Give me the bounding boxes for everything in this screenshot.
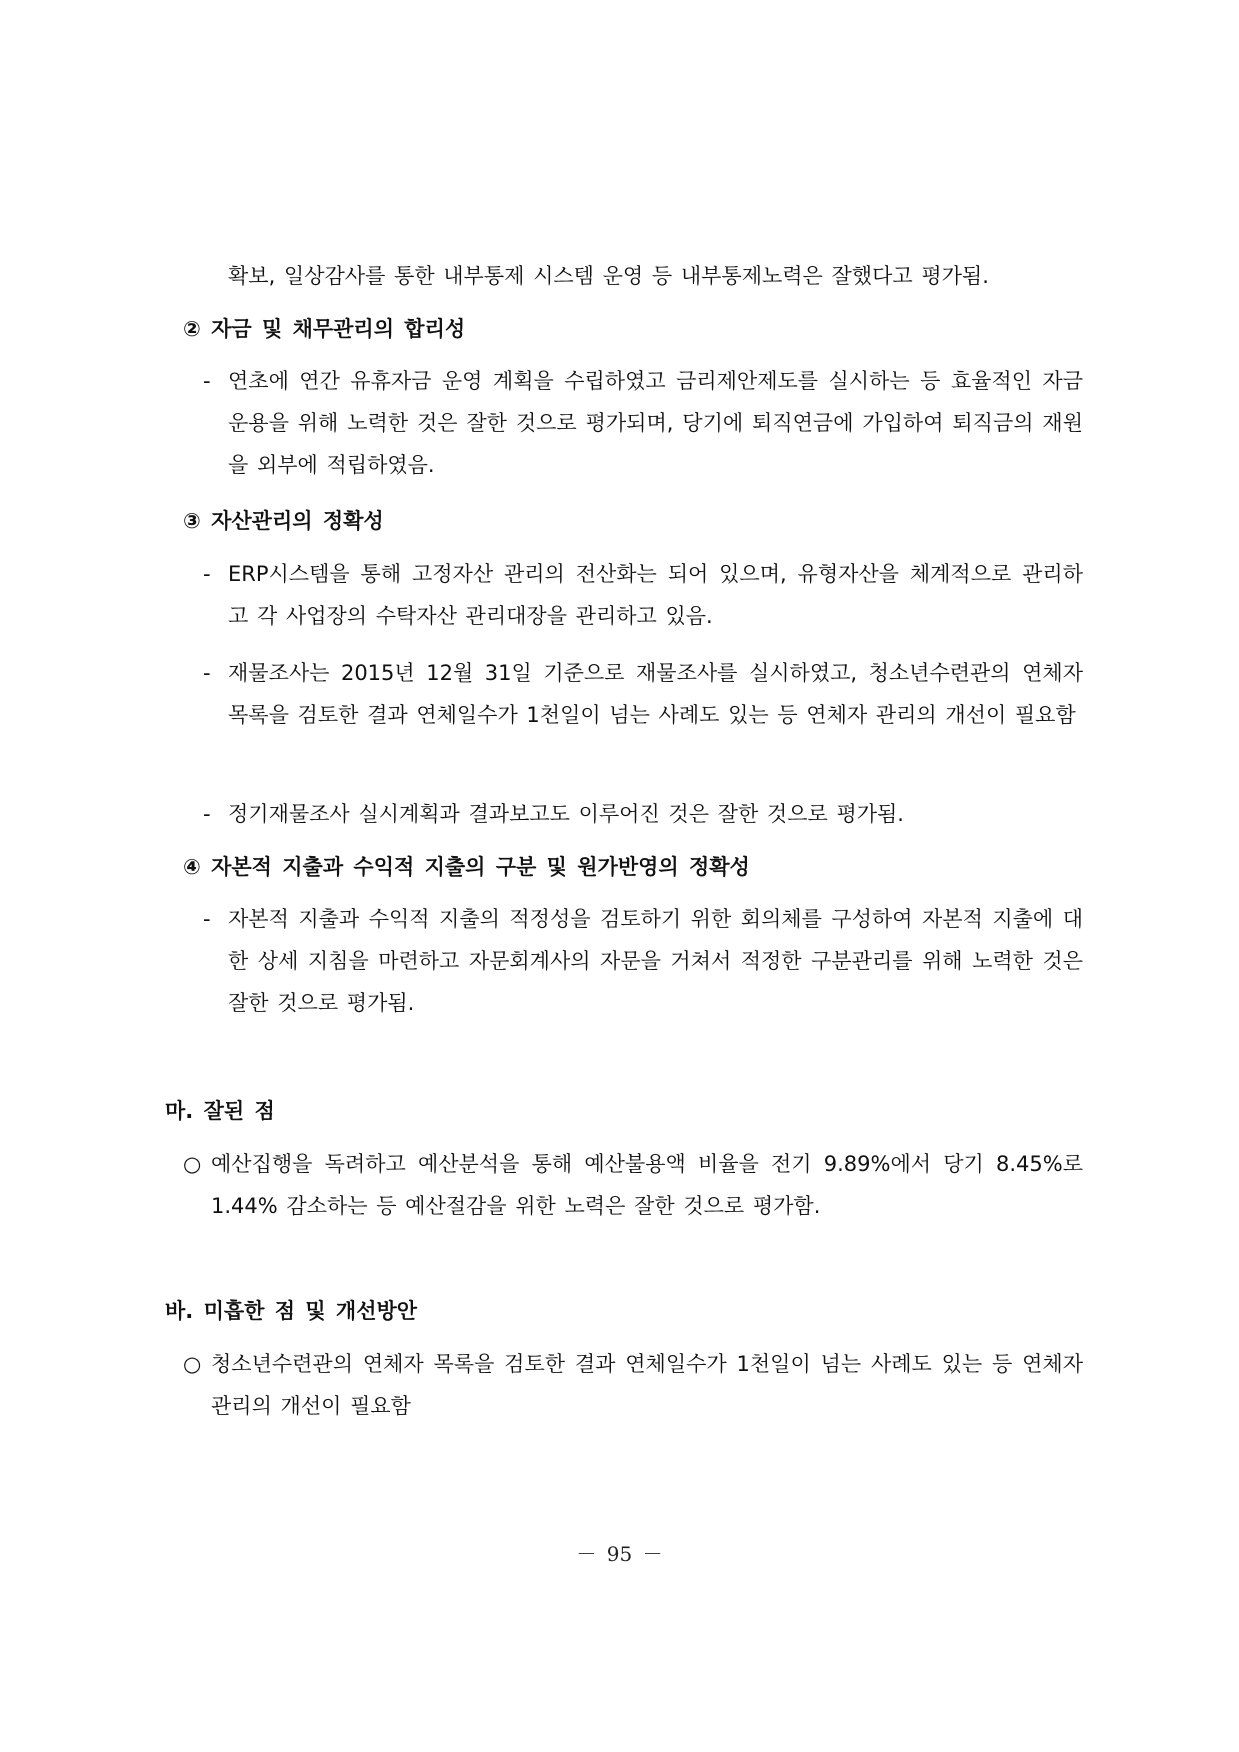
bullet-text: 청소년수련관의 연체자 목록을 검토한 결과 연체일수가 1천일이 넘는 사례도 있는 등 연체자 관리의 개선이 필요함: [211, 1352, 1083, 1418]
bullet-item: [203, 793, 1083, 838]
section-heading-fund-management: ② 자금 및 채무관리의 합리성: [183, 317, 466, 341]
dash-bullet-marker: -: [203, 802, 211, 826]
page-number: － 95 －: [576, 1542, 663, 1566]
bullet-text: ERP시스템을 통해 고정자산 관리의 전산화는 되어 있으며, 유형자산을 체계적으로 관리하고 각 사업장의 수탁자산 관리대장을 관리하고 있음.: [228, 562, 1083, 628]
section-heading-asset-management: ③ 자산관리의 정확성: [183, 509, 384, 533]
dash-bullet-marker: -: [203, 562, 211, 586]
bullet-item: [183, 1343, 1083, 1433]
bullet-text: 연초에 연간 유휴자금 운영 계획을 수립하였고 금리제안제도를 실시하는 등 효율적인 자금운용을 위해 노력한 것은 잘한 것으로 평가되며, 당기에 퇴직연금에 가입하여 퇴직금의 재원을 외부에 적립하였음.: [228, 369, 1083, 477]
bullet-item: [183, 1143, 1083, 1233]
section-heading-expenditure-classification: ④ 자본적 지출과 수익적 지출의 구분 및 원가반영의 정확성: [183, 855, 750, 879]
bullet-item: [203, 652, 1083, 782]
intro-paragraph: 확보, 일상감사를 통한 내부통제 시스템 운영 등 내부통제노력은 잘했다고 평가됨.: [228, 264, 989, 288]
section-heading-weaknesses: 바. 미흡한 점 및 개선방안: [165, 1299, 418, 1323]
bullet-item: [203, 360, 1083, 490]
bullet-text: 예산집행을 독려하고 예산분석을 통해 예산불용액 비율을 전기 9.89%에서 당기 8.45%로 1.44% 감소하는 등 예산절감을 위한 노력은 잘한 것으로 평가함.: [211, 1152, 1083, 1218]
circle-bullet-marker: ○: [183, 1352, 202, 1376]
section-heading-strengths: 마. 잘된 점: [165, 1099, 275, 1123]
dash-bullet-marker: -: [203, 661, 211, 685]
bullet-text: 정기재물조사 실시계획과 결과보고도 이루어진 것은 잘한 것으로 평가됨.: [228, 802, 904, 826]
bullet-item: [203, 553, 1083, 643]
bullet-item: [203, 898, 1083, 1028]
dash-bullet-marker: -: [203, 369, 211, 393]
bullet-text: 재물조사는 2015년 12월 31일 기준으로 재물조사를 실시하였고, 청소년수련관의 연체자 목록을 검토한 결과 연체일수가 1천일이 넘는 사례도 있는 등 연체자 관리의 개선이 필요함: [228, 661, 1083, 727]
dash-bullet-marker: -: [203, 907, 211, 931]
circle-bullet-marker: ○: [183, 1152, 202, 1176]
bullet-text: 자본적 지출과 수익적 지출의 적정성을 검토하기 위한 회의체를 구성하여 자본적 지출에 대한 상세 지침을 마련하고 자문회계사의 자문을 거쳐서 적정한 구분관리를 위해 노력한 것은 잘한 것으로 평가됨.: [228, 907, 1083, 1015]
